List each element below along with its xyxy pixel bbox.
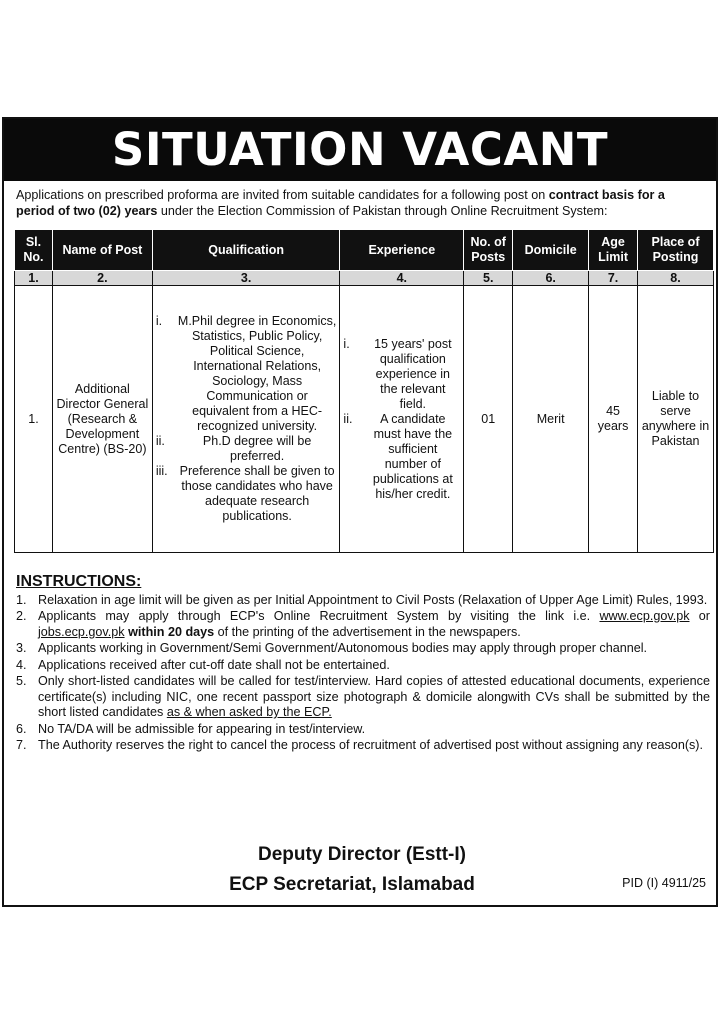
intro-part1: Applications on prescribed proforma are invited from suitable candidates for a following post on [16,188,549,202]
ecp-website-link[interactable]: www.ecp.gov.pk [599,609,690,623]
item-number: 7. [16,738,27,752]
place-of-posting: Liable to serve anywhere in Pakistan [638,286,714,553]
col-number: 8. [638,271,714,286]
signature-office: ECP Secretariat, Islamabad [229,874,475,895]
item-number: i. [155,314,163,328]
item-number: 2. [16,609,27,623]
qualification-cell [152,286,340,553]
table-header-row [15,230,714,271]
list-item [16,641,710,657]
vacancy-table [14,229,714,553]
col-header: Domicile [513,230,589,271]
item-text: M.Phil degree in Economics, Statistics, Public Policy, Political Science, International Relations, Sociology, Mass Communication or equivalent from a HEC-recognized university. [177,314,337,433]
col-header: Name of Post [52,230,152,271]
item-number: 4. [16,657,27,672]
list-item [16,674,710,721]
experience-item [343,337,460,412]
item-text: 15 years' post qualification experience in the relevant field. [374,336,452,411]
signature-title: Deputy Director (Estt-I) [258,844,466,865]
intro-part2: under the Election Commission of Pakistan through Online Recruitment System: [157,204,608,218]
qualification-item [156,314,337,434]
list-item [16,738,710,754]
item-text: Ph.D degree will be preferred. [202,434,312,463]
instructions-section [16,574,710,755]
page-title: SITUATION VACANT [4,119,716,181]
item-text: Applicants working in Government/Semi Government/Autonomous bodies may apply through proper channel. [38,641,648,655]
col-header: Experience [340,230,464,271]
col-header: Place of Posting [638,230,714,271]
qualification-item [156,464,337,524]
item-text: Applications received after cut-off date shall not be entertained. [38,657,390,672]
col-number: 6. [513,271,589,286]
instructions-title: INSTRUCTIONS: [16,573,142,590]
list-item [16,722,710,738]
col-header: Sl. No. [15,230,53,271]
list-item [16,609,710,640]
col-number: 7. [589,271,638,286]
list-item [16,593,710,609]
age-limit: 45 years [589,286,638,553]
col-header: No. of Posts [464,230,513,271]
item-text-part: Only short-listed candidates will be called for test/interview. Hard copies of attested educational documents, experience certificate(s) including NIC, one recent passport size photograph & domicile alongwith CVs shall be submitted by the short listed candidates [38,674,710,719]
experience-cell [340,286,464,553]
qualification-item [156,434,337,464]
table-row [15,286,714,553]
item-text-part: Applicants may apply through ECP's Online Recruitment System by visiting the link i.e. [38,609,600,623]
item-text: Preference shall be given to those candidates who have adequate research publications. [179,464,335,523]
intro-bold: contract basis for a period of two (02) years [16,188,665,218]
item-text-underlined: as & when asked by the ECP. [166,705,332,719]
item-text-bold: within 20 days [124,624,215,639]
post-name: Additional Director General (Research & Development Centre) (BS-20) [52,286,152,553]
col-number: 1. [15,271,53,286]
col-header: Age Limit [589,230,638,271]
item-number: 1. [16,592,27,607]
item-number: i. [343,336,350,351]
item-number: ii. [343,411,353,426]
item-text: Relaxation in age limit will be given as per Initial Appointment to Civil Posts (Relaxation of Upper Age Limit) Rules, 1993. [38,592,708,607]
advertisement [2,117,718,907]
item-text: The Authority reserves the right to cancel the process of recruitment of advertised post without assigning any reason(s). [38,738,704,752]
domicile: Merit [513,286,589,553]
item-number: iii. [155,464,168,478]
item-text-part: of the printing of the advertisement in the newspapers. [214,624,521,639]
list-item [16,658,710,674]
pid-number: PID (I) 4911/25 [622,876,706,890]
col-header: Qualification [152,230,340,271]
item-text: A candidate must have the sufficient number of publications at his/her credit. [372,411,453,501]
experience-item [343,412,460,502]
jobs-website-link[interactable]: jobs.ecp.gov.pk [38,624,125,639]
serial-number: 1. [15,286,53,553]
item-number: 3. [16,641,27,655]
col-number: 3. [152,271,340,286]
item-text-part: or [689,609,710,623]
item-text [38,609,710,640]
item-number: 5. [16,674,27,688]
item-text: No TA/DA will be admissible for appearing in test/interview. [38,721,366,736]
item-number: ii. [155,434,165,448]
col-number: 5. [464,271,513,286]
item-text [38,674,710,721]
item-number: 6. [16,721,27,736]
column-number-row [15,271,714,286]
col-number: 4. [340,271,464,286]
number-of-posts: 01 [464,286,513,553]
intro-text [16,187,704,219]
col-number: 2. [52,271,152,286]
